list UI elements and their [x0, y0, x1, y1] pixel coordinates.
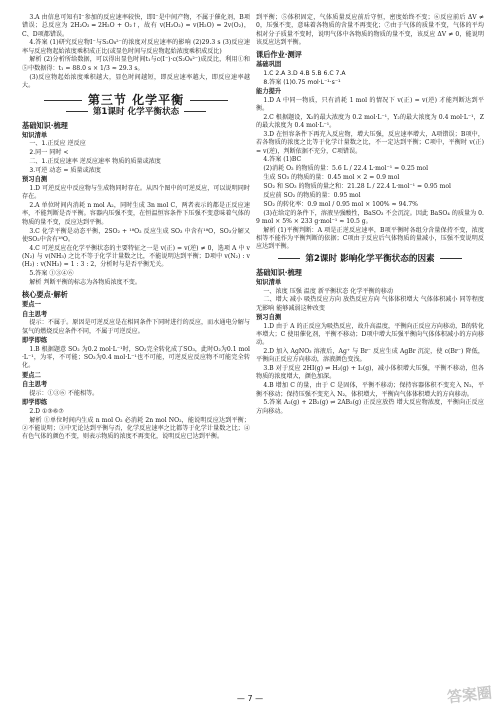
- list-item: SO₂ 和 SO₃ 的物质的量之和：21.28 L / 22.4 L·mol⁻¹ = 0.95 mol: [263, 182, 451, 190]
- lesson-title-text: 第1课时 化学平衡状态: [92, 107, 180, 118]
- list-item: 解析 (1)平衡判断：A 项是正逆反应速率，B项平衡时各组分含量保持不变，浓度相等不能作为平衡判断的依据；C项由于反应后气体物质的量减小，压强不变说明反应达到平衡。: [256, 226, 484, 251]
- list-item: 生成 SO₃ 的物质的量：0.45 mol × 2 = 0.9 mol: [263, 174, 400, 182]
- core-subheading: 要点二: [22, 371, 41, 379]
- list-item: 1.D 可逆反应中反应物与生成物同时存在。从四个图中的可逆反应，可以说明同时存在。: [22, 185, 250, 201]
- core-subheading: 要点一: [22, 301, 41, 309]
- list-item: (2)消耗 O₂ 的物质的量：5.6 L / 22.4 L·mol⁻¹ = 0.25 mol: [263, 165, 429, 173]
- list-item: 4.C 可逆反应在化学平衡状态的主要特征之一是 v(正) = v(逆) ≠ 0，选项 A 中 v(N₂) 与 v(NH₃) 之比不等于化学计量数之比，不能说明达到平衡；D项中 v(N₂) : v(H₂) : v(NH₃) = 1 : 3 : 2，分析时与是否平衡无关。: [22, 244, 250, 269]
- right-column: [256, 14, 484, 416]
- list-item: 反应前 SO₂ 的物质的量：0.95 mol: [263, 191, 361, 199]
- list-item: 1.B 根据题意 SO₂ 为0.2 mol·L⁻¹时，SO₂完全转化成了SO₃，此时O₂为0.1 mol·L⁻¹，为零，不可能；SO₃为0.4 mol·L⁻¹也不可能，可逆反应反应物不可能完全转化。: [22, 345, 250, 370]
- title-rule: [184, 111, 206, 112]
- list-item: 8.答案 (1)0.75 mol·L⁻¹·s⁻¹: [263, 78, 341, 86]
- list-item: 3.C 化学平衡是动态平衡，2SO₂ + ¹⁸O₂ 反应生成 SO₃ 中含有¹⁸O，SO₃分解又使SO₂中含有¹⁸O。: [22, 227, 250, 243]
- list-item: 4.B 增加 C 的量，由于 C 是固体，平衡不移动；保持容器体积不变充入 N₂，平衡不移动；保持压强不变充入 N₂，体积增大，平衡向气体体积增大的方向移动。: [256, 382, 484, 398]
- lesson-title: [22, 108, 250, 116]
- homework-ability-heading: 能力提升: [256, 88, 282, 95]
- list-item: 1.D 由于 A 的正反应为吸热反应，故升高温度，平衡向正反应方向移动，B的转化率增大；C 使用催化剂，平衡不移动；D项中增大压强平衡向气体体积减小的方向移动。: [256, 322, 484, 347]
- list-item: 二、增大 减小 吸热反应方向 放热反应方向 气体体积增大 气体体积减小 同等程度 无影响 能够减弱这种改变: [256, 296, 484, 312]
- core-subheading: 自主思考: [22, 380, 48, 388]
- title-rule: [44, 100, 82, 101]
- list-item: 4.答案 (1)BC: [263, 156, 302, 164]
- self-test-heading: 预习自测: [256, 313, 282, 321]
- lesson-title: [256, 255, 484, 263]
- paragraph: (3)反应物起始浓度乘积越大，显色时间越短，即反应速率越大，即反应速率越大。: [22, 73, 250, 89]
- core-heading: 核心要点·解析: [22, 290, 68, 300]
- left-column: [22, 14, 250, 442]
- title-rule: [440, 258, 462, 259]
- list-item: 2.同一 同时 <: [29, 149, 69, 157]
- title-rule: [190, 100, 228, 101]
- list-item: 2.D 加入 AgNO₃ 溶液后，Ag⁺ 与 Br⁻ 反应生成 AgBr 沉淀，使 c(Br⁻) 降低，平衡向正反应方向移动，溶液颜色变浅。: [256, 348, 484, 364]
- list-item: 5.答案 ①③④⑥: [29, 270, 74, 277]
- list-item: 解析 ①单位时间内生成 n mol O₂ 必消耗 2n mol NO₂，能说明反应达到平衡；②不能说明；③中无论达到平衡与否，化学反应速率之比都等于化学计量数之比；④有色气体的颜色不变，则表示物质的浓度不再变化，说明反应已达到平衡。: [22, 416, 250, 441]
- list-item: 5.答案 A₂(g) + 2B₂(g) ⇌ 2AB₂(g) 正反应放热 增大反应物浓度，平衡向正反应方向移动。: [256, 399, 484, 415]
- self-test-heading: 预习自测: [22, 176, 48, 184]
- list-item: 一、浓度 压强 温度 新平衡状态 化学平衡的移动: [263, 287, 393, 295]
- list-item: 一、1.正反应 逆反应: [29, 140, 86, 148]
- list-item: 2.D ①③⑥⑦: [29, 408, 64, 416]
- core-subheading: 即学即练: [22, 399, 48, 407]
- list-item: 2.C 根据题设，X₂的最大浓度为 0.2 mol·L⁻¹，Y₂的最大浓度为 0.4 mol·L⁻¹，Z的最大浓度为 0.4 mol·L⁻¹。: [256, 114, 484, 130]
- paragraph: 解析 (2)分析所给数据，可以得出显色时间t₁与c(I⁻)·c(S₂O₈²⁻)成反比，利用①和⑤中数据得：t₁ = 88.0 s × 1/3 ≈ 29.3 s。: [22, 56, 250, 72]
- list-item: 提示：不属于。原因是可逆反应是在相同条件下同时进行的反应，而水通电分解与氢气的燃烧反应条件不同，不属于可逆反应。: [22, 319, 250, 335]
- title-rule: [66, 111, 88, 112]
- homework-basic-heading: 基础巩固: [256, 61, 282, 68]
- list-item: 二、1.正反应速率 逆反应速率 物质的质量或浓度: [29, 158, 161, 166]
- kb-heading: 基础知识·梳理: [256, 267, 302, 277]
- list-item: SO₂ 的转化率：0.9 mol / 0.95 mol × 100% ≈ 94.7%: [263, 200, 418, 208]
- title-rule: [278, 258, 300, 259]
- paragraph: 4.答案 (1)研究反应物I⁻与S₂O₈²⁻的浓度对反应速率的影响 (2)29.3 s (3)反应速率与反应物起始浓度乘积成正比(或显色时间与反应物起始浓度乘积成反比): [22, 39, 250, 55]
- core-subheading: 即学即练: [22, 336, 48, 344]
- kb-subheading: 知识清单: [22, 131, 48, 139]
- list-item: 解析 判断平衡的标志为各物质浓度不变。: [29, 278, 141, 286]
- kb-subheading: 知识清单: [256, 278, 282, 286]
- list-item: 3.B 对于反应 2HI(g) ⇌ H₂(g) + I₂(g)，减小体积增大压强，平衡不移动，但各物质的浓度增大，颜色加深。: [256, 365, 484, 381]
- homework-heading: 课后作业·测评: [256, 50, 302, 59]
- list-item: 3.D 在恒容条件下再充入反应物，增大压强，反应速率增大，A项错误；B项中，若各物质的浓度之比等于化学计量数之比，不一定达到平衡；C项中，平衡时 v(正) = v(逆)，判断依据不充分，C项错误。: [256, 131, 484, 155]
- list-item: (3)在给定的条件下，溶液呈强酸性，BaSO₃ 不会沉淀。因此 BaSO₄ 的质量为 0.9 mol × 5% × 233 g·mol⁻¹ ≈ 10.5 g。: [256, 209, 484, 225]
- watermark: 答案圈: [446, 683, 493, 707]
- section-title: [22, 93, 250, 108]
- list-item: 2.A 单位时间内消耗 n mol A₂，同时生成 3n mol C，两者表示的都是正反应速率，不能判断是否平衡。容器内压强不变，在恒温恒容条件下压强不变意味着气体的物质的量不变，反应达到平衡。: [22, 202, 250, 226]
- kb-heading: 基础知识·梳理: [22, 120, 68, 130]
- paragraph: 到平衡；⑤体积固定，气体质量反应前后守恒，密度始终不变；⑥反应前后 ΔV ≠ 0，压强不变，意味着各物质的含量不再变化；⑦由于气体的质量不变，气体的平均相对分子质量不变时，说明气体中各物质的物质的量不变，该反应 ΔV ≠ 0，能说明该反应达到平衡。: [256, 14, 484, 46]
- paragraph: 3.A 由信息可知有I⁻参加的反应速率较快，即I⁻是中间产物，不属于催化剂，B项错误；总反应为 2H₂O₂ ═ 2H₂O + O₂↑，故有 v(H₂O₂) = v(H₂O) = 2v(O₂)，C、D项都错误。: [22, 14, 250, 38]
- page-number: — 7 —: [236, 694, 264, 703]
- lesson-title-text: 第2课时 影响化学平衡状态的因素: [305, 254, 435, 265]
- list-item: 1.D A 中同一物质，只有消耗 1 mol 的情况下 v(正) = v(逆) 才能判断达到平衡。: [256, 96, 484, 113]
- section-title-text: 第三节 化学平衡: [87, 93, 185, 108]
- core-subheading: 自主思考: [22, 310, 48, 318]
- list-item: 1.C 2.A 3.D 4.B 5.B 6.C 7.A: [263, 69, 346, 77]
- list-item: 提示：①③⑥ 不能相等。: [29, 389, 99, 397]
- list-item: 3.可逆 动态 = 质量或浓度: [29, 166, 101, 174]
